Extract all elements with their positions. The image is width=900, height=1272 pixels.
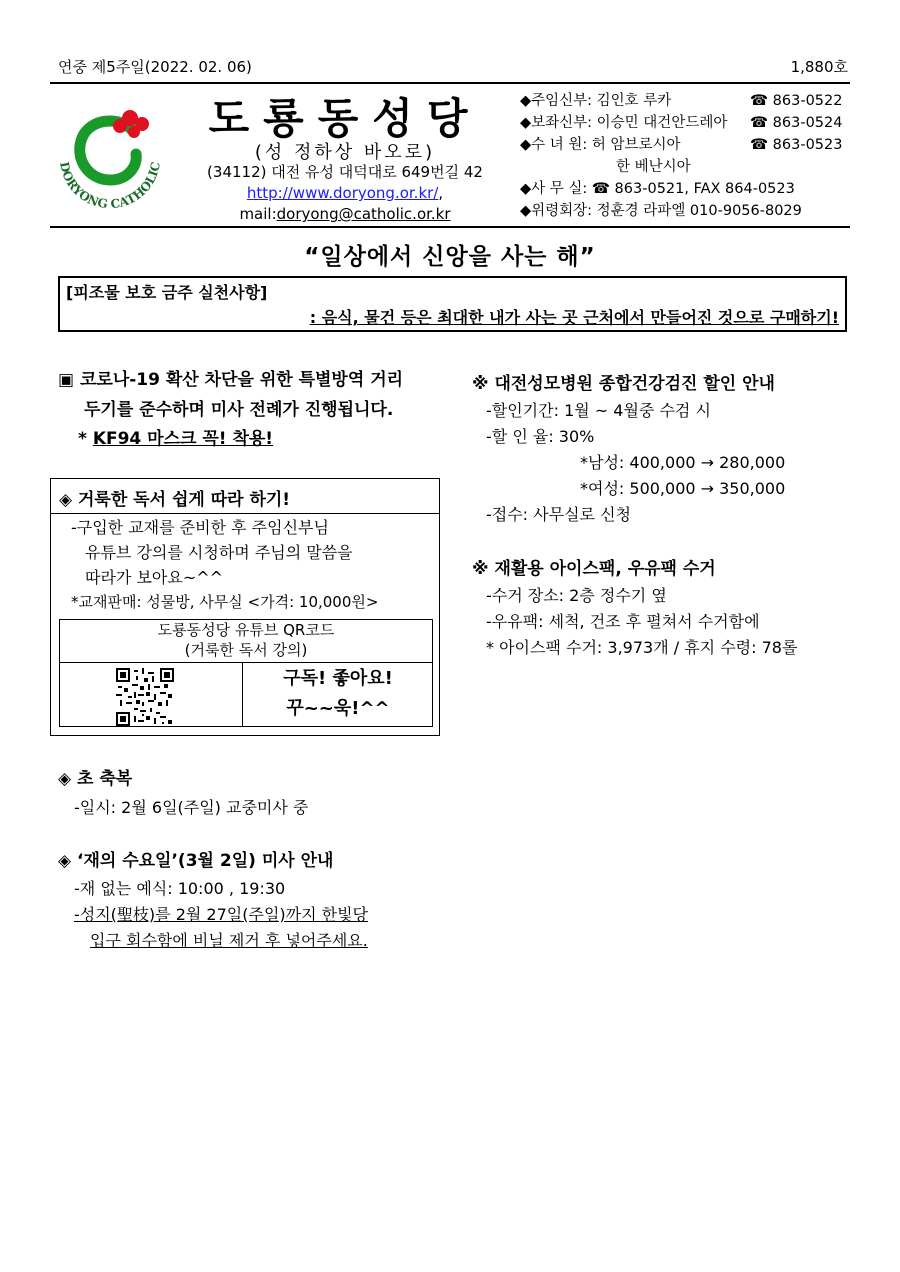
candle-blessing-time: -일시: 2월 6일(주일) 교중미사 중	[74, 798, 309, 817]
year-theme: “일상에서 신앙을 사는 해”	[304, 244, 596, 270]
qr-caption-1: 도룡동성당 유튜브 QR코드	[157, 621, 335, 639]
qr-caption	[60, 620, 432, 663]
reading-line: 따라가 보아요~^^	[85, 568, 224, 587]
discount-rate: -할 인 율: 30%	[486, 427, 595, 446]
contact-row	[520, 200, 860, 222]
reading-line: -구입한 교재를 준비한 후 주임신부님	[71, 518, 329, 537]
ash-wednesday-title: ◈ ‘재의 수요일’(3월 2일) 미사 안내	[58, 851, 334, 871]
mail-label: mail:	[239, 205, 277, 223]
recycle-title: ※ 재활용 아이스팩, 우유팩 수거	[472, 559, 716, 579]
mask-text: KF94 마스크 꼭! 착용!	[92, 429, 274, 449]
youtube-qr-code[interactable]	[106, 668, 184, 726]
holy-reading-text	[71, 515, 378, 615]
icepack-count: * 아이스팩 수거: 3,973개 / 휴지 수령: 78롤	[486, 638, 798, 657]
website-link[interactable]: http://www.doryong.or.kr/	[246, 184, 439, 202]
hospital-checkup-title: ※ 대전성모병원 종합건강검진 할인 안내	[472, 374, 775, 394]
contact-label: ◆수 녀 원: 허 암브로시아	[520, 137, 681, 153]
collection-place: -수거 장소: 2층 정수기 옆	[486, 586, 667, 605]
contact-phone: ☎ 863-0524	[750, 115, 843, 131]
contact-row	[520, 112, 860, 134]
contact-row	[520, 178, 860, 200]
contact-list	[520, 90, 860, 222]
qr-caption-2: (거룩한 독서 강의)	[184, 641, 308, 659]
reception-info: -접수: 사무실로 신청	[486, 505, 631, 524]
svg-text:DORYONG CATHOLIC: DORYONG CATHOLIC	[57, 160, 163, 212]
subscribe-slogan	[244, 664, 432, 724]
website-line	[180, 183, 510, 204]
notice-text: : 음식, 물건 등은 최대한 내가 사는 곳 근처에서 만들어진 것으로 구매하기!	[309, 308, 839, 327]
patron-saint: (성 정하상 바오로)	[254, 142, 436, 163]
church-address-block	[180, 162, 510, 225]
issue-line	[58, 56, 848, 77]
mask-prefix: *	[78, 429, 93, 449]
ash-wednesday-times: -재 없는 예식: 10:00 , 19:30	[74, 879, 286, 898]
header-top-rule	[50, 82, 850, 84]
creation-care-notice	[58, 276, 847, 332]
issue-date: 연중 제5주일(2022. 02. 06)	[58, 58, 252, 76]
mail-line	[180, 204, 510, 225]
contact-label: 한 베난시아	[616, 159, 691, 175]
palm-return-line-1: -성지(聖枝)를 2월 27일(주일)까지 한빛당	[74, 905, 369, 924]
covid-notice-line-2: 두기를 준수하며 미사 전례가 진행됩니다.	[84, 400, 394, 420]
website-suffix: ,	[438, 184, 444, 202]
mail-link[interactable]: doryong@catholic.or.kr	[276, 205, 451, 223]
slogan-line-1: 구독! 좋아요!	[283, 668, 393, 689]
discount-period: -할인기간: 1월 ~ 4월중 수검 시	[486, 401, 711, 420]
notice-title: [피조물 보호 금주 실천사항]	[66, 283, 268, 302]
slogan-line-2: 꾸~~욱!^^	[286, 698, 390, 719]
contact-label: ◆사 무 실: ☎ 863-0521, FAX 864-0523	[520, 181, 795, 197]
youtube-qr-box	[59, 619, 433, 727]
church-name: 도룡동성당	[208, 94, 482, 143]
female-price: *여성: 500,000 → 350,000	[580, 479, 786, 498]
covid-notice-line-1: ▣ 코로나-19 확산 차단을 위한 특별방역 거리	[58, 370, 404, 390]
contact-row	[520, 90, 860, 112]
contact-row	[520, 134, 860, 156]
doryong-catholic-logo	[50, 96, 170, 216]
issue-number: 1,880호	[790, 58, 848, 76]
contact-label: ◆주임신부: 김인호 루카	[520, 93, 672, 109]
reading-line: *교재판매: 성물방, 사무실 <가격: 10,000원>	[71, 593, 379, 611]
milk-carton-instruction: -우유팩: 세척, 건조 후 펼쳐서 수거함에	[486, 612, 760, 631]
holy-reading-title-bar	[51, 479, 439, 514]
reading-line: 유튜브 강의를 시청하며 주님의 말씀을	[85, 543, 353, 562]
contact-label: ◆보좌신부: 이승민 대건안드레아	[520, 115, 728, 131]
male-price: *남성: 400,000 → 280,000	[580, 453, 786, 472]
contact-phone: ☎ 863-0522	[750, 93, 843, 109]
qr-divider	[242, 662, 243, 726]
contact-phone: ☎ 863-0523	[750, 137, 843, 153]
holy-reading-box	[50, 478, 440, 736]
candle-blessing-title: ◈ 초 축복	[58, 769, 133, 789]
contact-row	[520, 156, 860, 178]
header-bottom-rule	[50, 226, 850, 228]
contact-label: ◆위령회장: 정훈경 라파엘 010-9056-8029	[520, 203, 802, 219]
mask-notice	[78, 426, 273, 452]
holy-reading-title: ◈ 거룩한 독서 쉽게 따라 하기!	[59, 490, 291, 510]
palm-return-line-2: 입구 회수함에 비닐 제거 후 넣어주세요.	[90, 931, 368, 950]
postal-address: (34112) 대전 유성 대덕대로 649번길 42	[207, 163, 483, 181]
